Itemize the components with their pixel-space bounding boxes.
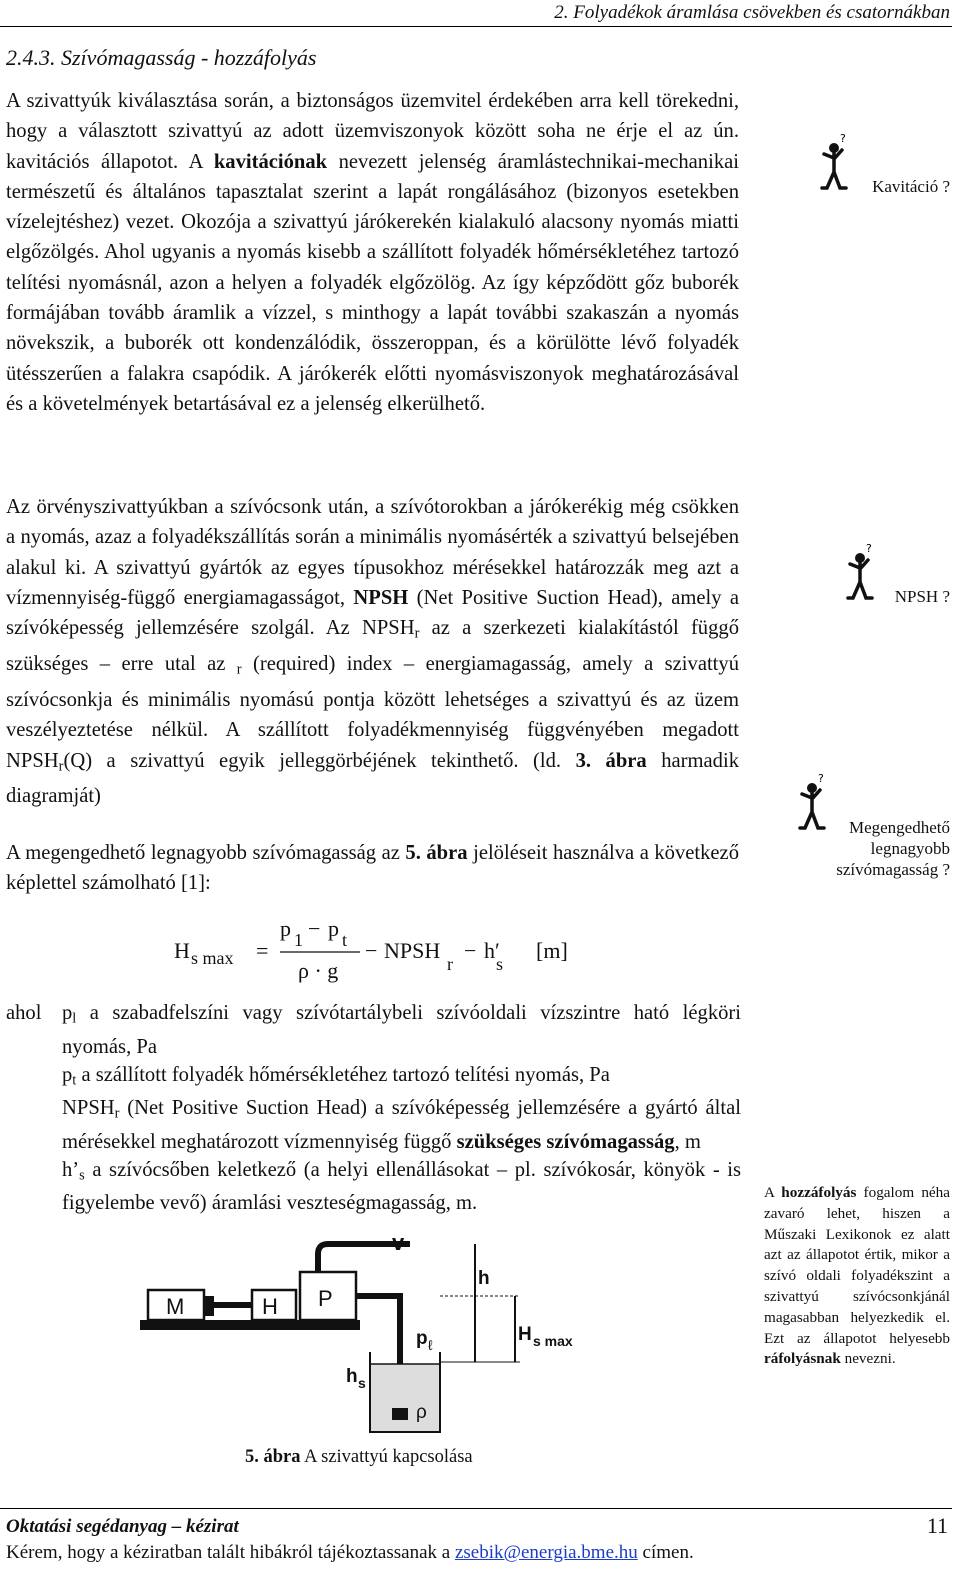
text-run: , m bbox=[674, 1130, 701, 1153]
section-title: 2.4.3. Szívómagasság - hozzáfolyás bbox=[6, 45, 317, 70]
text-run: (Net Positive Suction Head), amely a szívóképesség jellemzésére szolgál. Az NPSH bbox=[6, 586, 739, 640]
label-hsmax-sub: s max bbox=[533, 1333, 573, 1349]
symbol-sub: r bbox=[114, 1105, 120, 1122]
formula-h: h′ bbox=[484, 938, 500, 963]
margin-note-line: legnagyobb bbox=[870, 839, 950, 858]
label-hs-sub: s bbox=[358, 1375, 366, 1391]
formula-num-minus: − bbox=[308, 916, 321, 941]
bold-term: NPSH bbox=[353, 586, 409, 609]
text-run: (Q) a szivattyú egyik jelleggörbéjének tekinthető. (ld. bbox=[63, 749, 576, 772]
spacer bbox=[6, 1156, 62, 1218]
label-h: h bbox=[478, 1268, 490, 1289]
margin-note-npsh: NPSH ? bbox=[894, 587, 950, 606]
text-run: (Net Positive Suction Head) a szívóképesség jellemzésére a gyártó által mérésekkel meghatározott vízmennyiség függő bbox=[62, 1097, 741, 1153]
text-run: Az örvényszivattyúkban a szívócsonk után, a szívótorokban a járókerékig még csökken a nyomás, azaz a folyadékszállítás során a minimális nyomásérték a szivattyú belsejében alakul ki. A szivattyú gyártók az egyes típusokhoz mérésekkel határozzák meg azt a vízmennyiség-függő energiamagasságot, bbox=[6, 496, 739, 609]
label-motor: M bbox=[166, 1294, 185, 1319]
label-pl-sub: ℓ bbox=[428, 1337, 433, 1353]
text-run: harmadik diagramját) bbox=[6, 749, 739, 808]
text-run: fogalom néha zavaró lehet, hiszen a Műszaki Lexikonok ez alatt azt az állapotot értik, mikor a szívó oldali folyadékszint a szivattyú szívócsonkjánál magasabban helyezkedik el. Ezt az állapotot helyesebb bbox=[764, 1184, 950, 1347]
coupling bbox=[204, 1296, 214, 1316]
paragraph-npsh bbox=[6, 492, 739, 812]
caption-text: A szivattyú kapcsolása bbox=[300, 1447, 473, 1467]
side-note-hozzafolyas bbox=[764, 1183, 950, 1370]
definition-pt bbox=[6, 1061, 741, 1095]
label-rho: ρ bbox=[416, 1402, 427, 1423]
email-link[interactable]: zsebik@energia.bme.hu bbox=[454, 1542, 638, 1563]
paragraph-szivomagassag bbox=[6, 838, 739, 899]
label-gearbox: H bbox=[262, 1294, 278, 1319]
formula-svg bbox=[170, 914, 590, 994]
text-run: nevezett jelenség áramlástechnikai-mechanikai természetű és általános tapasztalat szerint a lapát rongálásához (bizonyos esetekben vízelejtéshez) vezet. Okozója a szivattyú járókerekén kialakuló alacsony nyomás miatti elgőzölgés. Ahol ugyanis a nyomás kisebb a szállított folyadék hőmérsékletéhez tartozó telítési nyomásnál, azon a helyen a folyadék elgőzölög. Az így képződött gőz buborék formájában tovább áramlik a vízzel, s minthogy a lapát további szakaszán a nyomás növekszik, a buborék ott kondenzálódik, összeroppan, és a körülötte lévő folyadék ütésszerűen a falakra csapódik. A járókerék előtti nyomásviszonyok meghatározásával és a követelmények betartásával ez a jelenség elkerülhető. bbox=[6, 150, 739, 415]
text-run: A megengedhető legnagyobb szívómagasság az bbox=[6, 842, 406, 864]
formula-num-b: p bbox=[328, 916, 339, 941]
definition-text bbox=[62, 999, 741, 1061]
formula-lhs-sub: s max bbox=[191, 948, 234, 968]
label-v: v bbox=[392, 1232, 405, 1255]
definition-text bbox=[62, 1094, 741, 1156]
text-run: jelöléseit használva a következő képlettel számolható [1]: bbox=[6, 842, 739, 895]
bold-term: hozzáfolyás bbox=[781, 1184, 857, 1201]
symbol: NPSH bbox=[62, 1097, 115, 1120]
svg-text:?: ? bbox=[840, 132, 846, 145]
symbol: p bbox=[62, 1063, 73, 1086]
definition-text bbox=[62, 1156, 741, 1218]
footer-rule bbox=[0, 1508, 952, 1509]
formula-eq: = bbox=[256, 938, 269, 963]
footer-contact bbox=[6, 1542, 694, 1564]
formula-h-sub: s bbox=[496, 954, 504, 974]
definitions-lead: ahol bbox=[6, 1002, 42, 1024]
pump-diagram bbox=[140, 1232, 600, 1447]
label-hsmax: H bbox=[518, 1324, 532, 1345]
label-pl: p bbox=[416, 1328, 428, 1349]
margin-note-line: szívómagasság ? bbox=[836, 860, 950, 879]
text-run: (required) index – energiamagasság, amely a szivattyú szívócsonkja és minimális nyomású pontja között lehetséges a szivattyú és az üzem veszélyeztetése nélkül. A szállított folyadékmennyiség függvényében megadott NPSH bbox=[6, 653, 739, 772]
formula-den: ρ · g bbox=[298, 958, 339, 983]
text-run: nevezni. bbox=[840, 1350, 896, 1368]
bold-term: 5. ábra bbox=[405, 842, 468, 864]
symbol-sub: s bbox=[79, 1167, 85, 1184]
foot-valve bbox=[392, 1408, 408, 1420]
formula-minus1: − bbox=[365, 938, 378, 963]
formula-npsh: NPSH bbox=[384, 938, 441, 963]
subscript: r bbox=[58, 758, 64, 775]
formula-unit: [m] bbox=[536, 938, 568, 963]
margin-note-szivomagassag bbox=[800, 817, 950, 880]
bold-term: 3. ábra bbox=[575, 749, 647, 772]
footer-text: címen. bbox=[637, 1542, 694, 1563]
symbol: h’ bbox=[62, 1158, 80, 1181]
subscript: r bbox=[414, 625, 420, 642]
label-hs: h bbox=[346, 1366, 358, 1387]
label-pump: P bbox=[318, 1286, 333, 1311]
page-number: 11 bbox=[926, 1513, 948, 1538]
paragraph-kavitacio bbox=[6, 86, 739, 419]
text-run: a szabadfelszíni vagy szívótartálybeli szívóoldali vízszintre ható légköri nyomás, Pa bbox=[62, 1002, 741, 1058]
bold-term: kavitációnak bbox=[213, 150, 328, 173]
spacer bbox=[6, 1094, 62, 1156]
symbol-sub: l bbox=[72, 1010, 77, 1027]
base-plate bbox=[140, 1320, 360, 1330]
text-run: A bbox=[764, 1184, 782, 1201]
tank-water bbox=[371, 1364, 439, 1431]
definition-npshr bbox=[6, 1094, 741, 1156]
caption-number: 5. ábra bbox=[245, 1447, 301, 1467]
svg-text:?: ? bbox=[866, 542, 872, 555]
definition-pl bbox=[6, 999, 741, 1061]
running-head: 2. Folyadékok áramlása csövekben és csatornákban bbox=[554, 2, 950, 23]
definitions-list bbox=[6, 999, 741, 1217]
formula-lhs: H bbox=[174, 938, 190, 963]
formula-num-b-sub: t bbox=[342, 930, 348, 950]
figure-pump-connection bbox=[140, 1232, 600, 1447]
text-run: A szivattyúk kiválasztása során, a biztonságos üzemvitel érdekében arra kell törekedni, hogy a választott szivattyú az adott üzemviszonyok között soha ne érje el az ún. kavitációs állapotot. A bbox=[6, 90, 739, 173]
formula-minus2: − bbox=[464, 938, 477, 963]
margin-note-kavitacio: Kavitáció ? bbox=[872, 177, 950, 196]
definition-hs bbox=[6, 1156, 741, 1218]
bold-term: szükséges szívómagasság bbox=[456, 1130, 675, 1153]
text-run: az a szerkezeti kialakítástól függő szükséges – erre utal az bbox=[6, 617, 739, 676]
svg-text:?: ? bbox=[818, 772, 824, 785]
symbol: p bbox=[62, 1002, 73, 1024]
header-rule bbox=[0, 26, 952, 27]
text-run: a szívócsőben keletkező (a helyi ellenállásokat – pl. szívókosár, könyök - is figyelembe vevő) áramlási veszteségmagasság, m. bbox=[62, 1158, 741, 1215]
formula-num-a: p bbox=[280, 916, 291, 941]
shaft bbox=[214, 1302, 252, 1308]
bold-term: ráfolyásnak bbox=[764, 1350, 841, 1368]
formula-num-a-sub: 1 bbox=[294, 930, 303, 950]
margin-note-line: Megengedhető bbox=[848, 818, 950, 837]
footer-title: Oktatási segédanyag – kézirat bbox=[6, 1516, 239, 1537]
subscript: r bbox=[236, 661, 242, 678]
figure-caption bbox=[245, 1447, 473, 1468]
spacer bbox=[6, 1061, 62, 1095]
definition-text bbox=[62, 1061, 741, 1095]
formula-npsh-sub: r bbox=[447, 954, 453, 974]
formula-hsmax bbox=[170, 914, 590, 994]
footer-text: Kérem, hogy a kéziratban talált hibákról tájékoztassanak a bbox=[6, 1542, 455, 1563]
symbol-sub: t bbox=[72, 1072, 77, 1089]
text-run: a szállított folyadék hőmérsékletéhez tartozó telítési nyomás, Pa bbox=[76, 1063, 610, 1086]
